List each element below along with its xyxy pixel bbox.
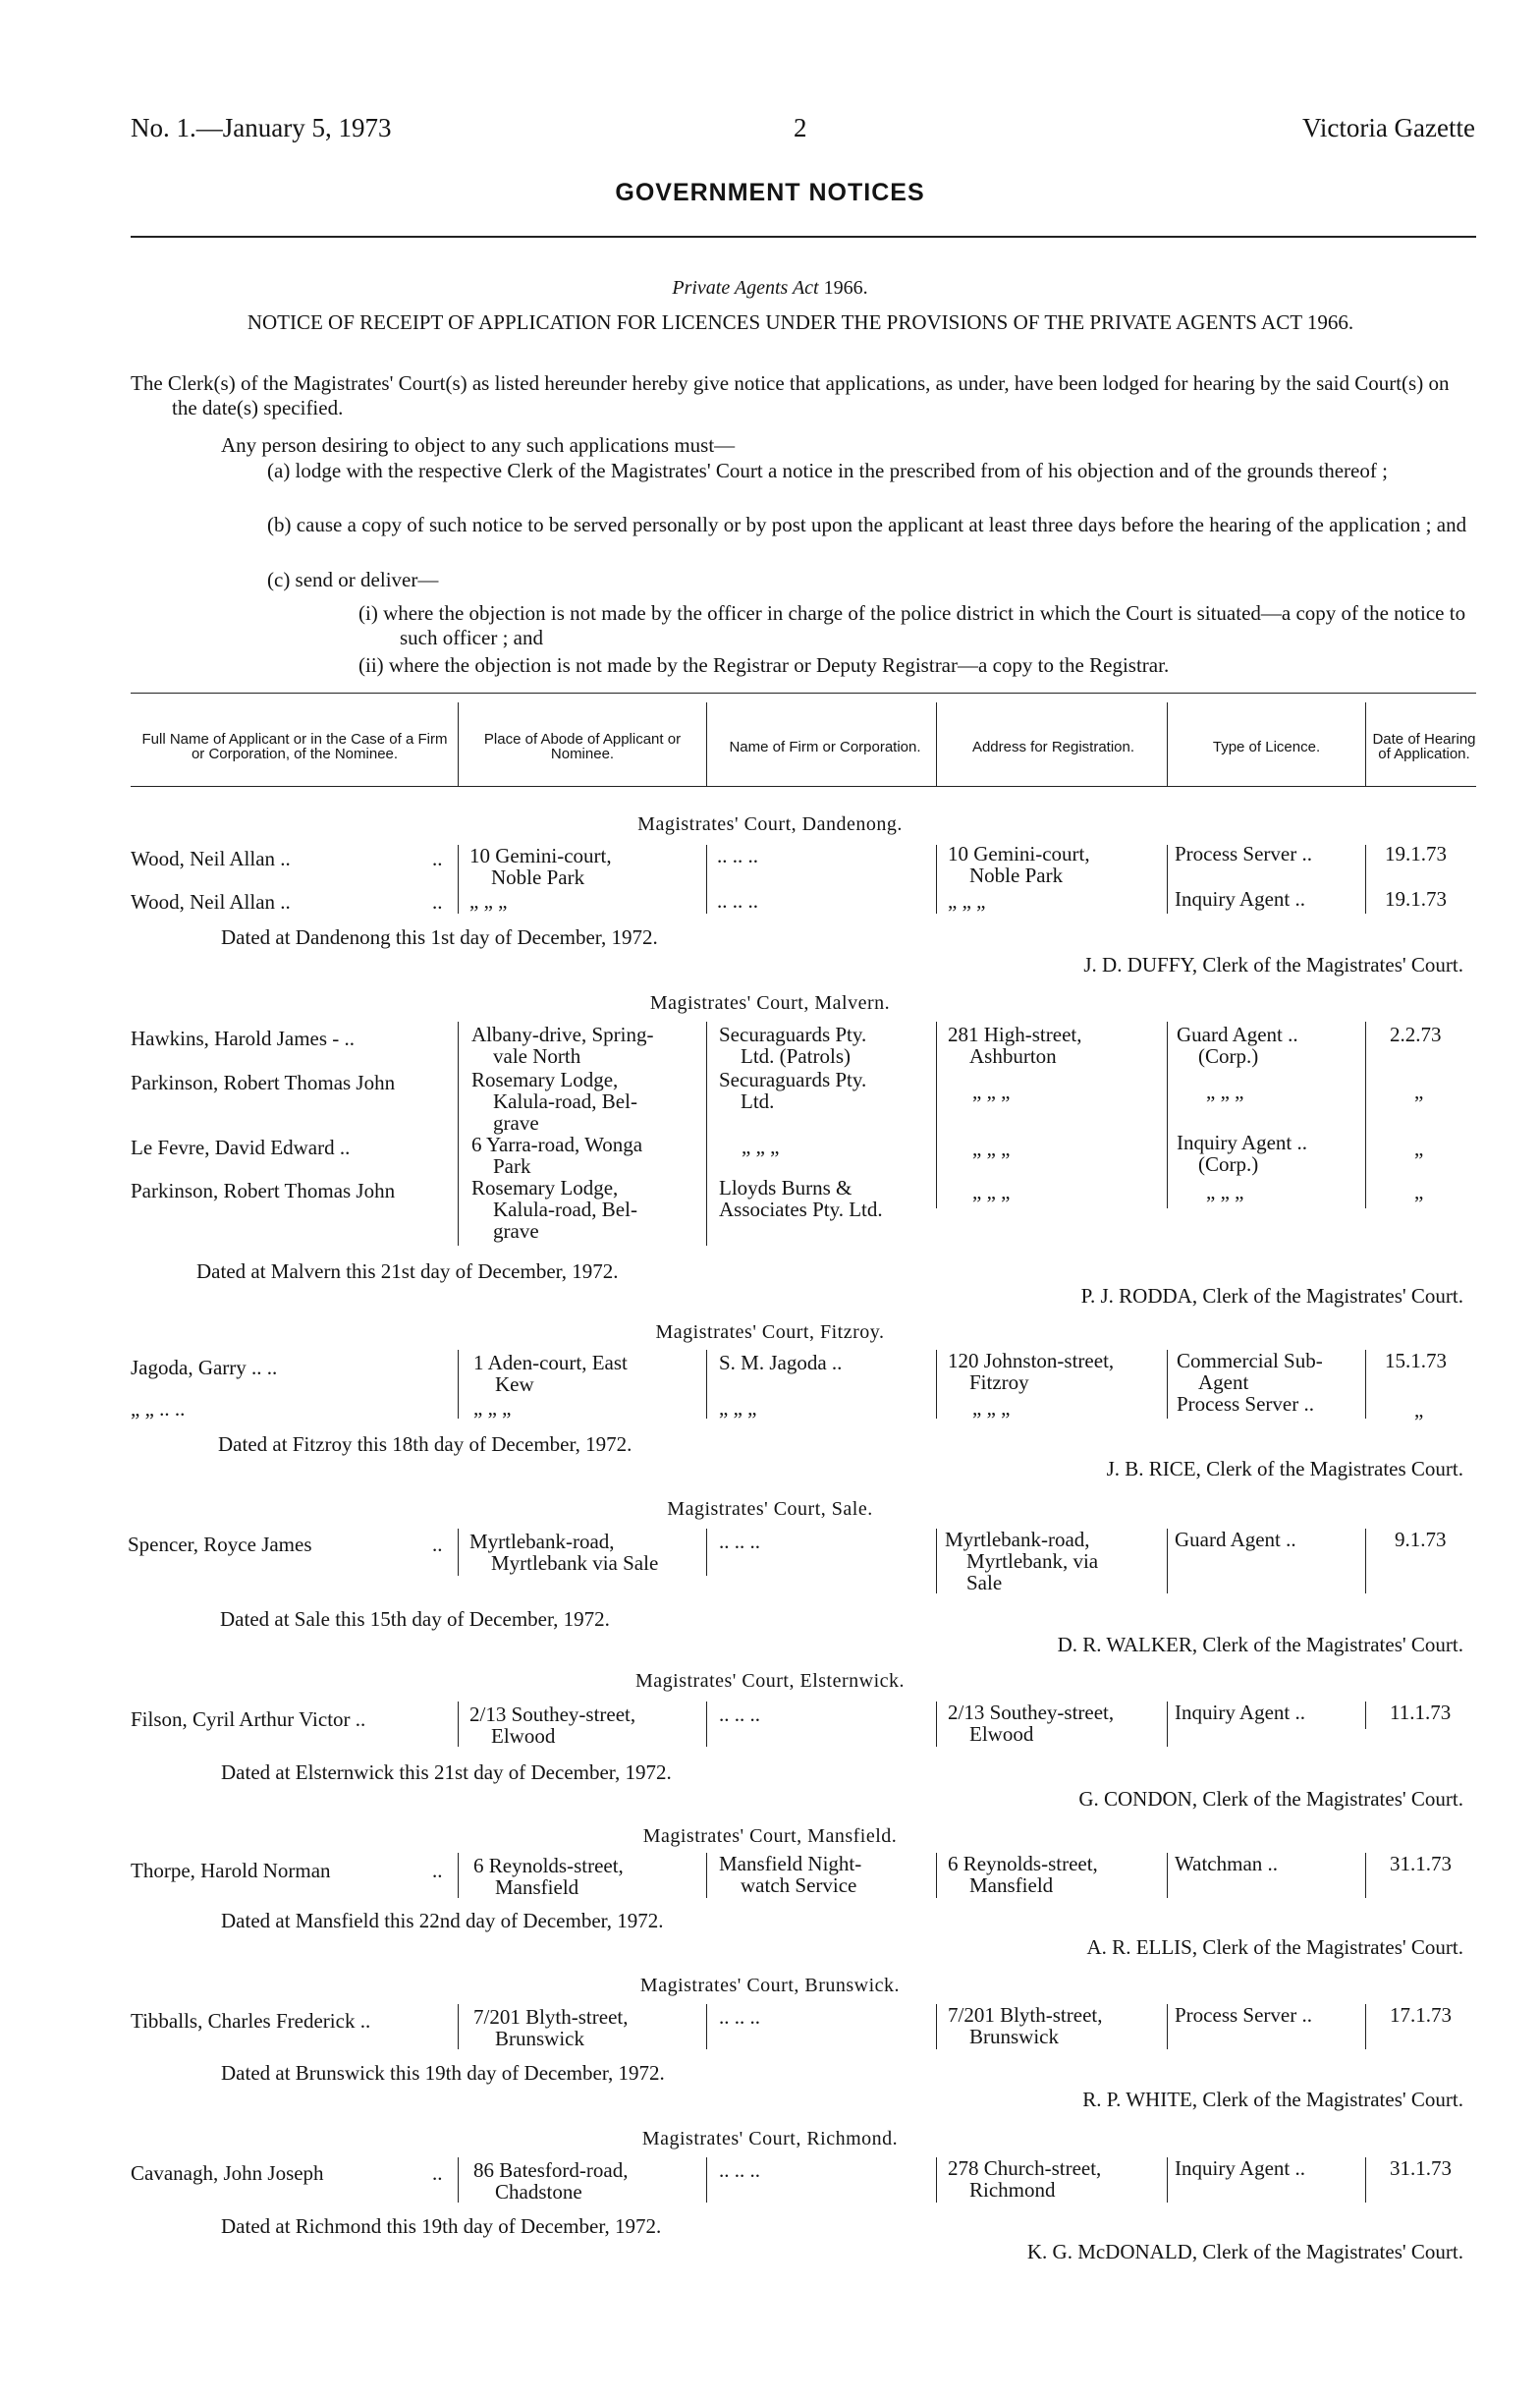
table-top-rule xyxy=(131,693,1476,694)
column-divider xyxy=(706,1529,707,1576)
column-divider xyxy=(706,1022,707,1246)
column-divider xyxy=(1167,1022,1168,1208)
column-divider xyxy=(936,1853,937,1898)
applicant-abode xyxy=(473,1352,709,1395)
court-heading-mansfield: Magistrates' Court, Mansfield. xyxy=(642,1825,898,1847)
page-number: 2 xyxy=(794,113,807,142)
firm-name xyxy=(719,1853,935,1896)
abode-line: vale North xyxy=(493,1044,581,1068)
address-line: Sale xyxy=(966,1571,1003,1594)
firm-name: .. .. .. xyxy=(717,844,758,867)
clerk-signature: J. D. DUFFY, Clerk of the Magistrates' Court. xyxy=(1083,953,1463,977)
column-divider xyxy=(458,1350,459,1419)
objection-item-b: (b) cause a copy of such notice to be served personally or by post upon the applicant at least three days before the hearing of the application ; and xyxy=(267,513,1467,536)
address-line: Myrtlebank-road, xyxy=(945,1528,1090,1551)
firm-line: Ltd. xyxy=(741,1089,775,1113)
licence-line: Commercial Sub- xyxy=(1177,1349,1323,1372)
registration-address xyxy=(948,1024,1164,1067)
licence-line: Inquiry Agent .. xyxy=(1177,1131,1307,1154)
firm-name: .. .. .. xyxy=(719,1702,760,1726)
applicant-name: Parkinson, Robert Thomas John xyxy=(131,1179,396,1202)
leader-dots: .. xyxy=(432,847,443,870)
act-reference xyxy=(0,277,1540,300)
clerk-signature: D. R. WALKER, Clerk of the Magistrates' Court. xyxy=(1057,1633,1463,1656)
firm-name: .. .. .. xyxy=(719,1530,760,1553)
abode-line: Park xyxy=(493,1154,531,1178)
dated-line: Dated at Mansfield this 22nd day of December, 1972. xyxy=(221,1909,664,1932)
column-divider xyxy=(1365,1350,1366,1419)
column-divider xyxy=(706,2157,707,2203)
licence-line: Agent xyxy=(1198,1370,1249,1394)
applicant-abode xyxy=(473,2159,709,2203)
leader-dots: .. xyxy=(432,1859,443,1882)
licence-type: Watchman .. xyxy=(1175,1852,1279,1875)
hearing-date: „ xyxy=(1414,1137,1424,1160)
address-line: Noble Park xyxy=(969,864,1064,887)
clerk-signature: J. B. RICE, Clerk of the Magistrates Court. xyxy=(1106,1457,1463,1480)
hearing-date: 17.1.73 xyxy=(1390,2003,1452,2027)
column-divider xyxy=(936,845,937,914)
abode-line: 1 Aden-court, East xyxy=(473,1351,628,1374)
leader-dots: .. xyxy=(432,1533,443,1556)
firm-name xyxy=(719,1177,935,1220)
applicant-name: Spencer, Royce James xyxy=(128,1533,312,1556)
column-header-hearing: Date of Hearing of Application. xyxy=(1372,731,1476,762)
licence-type: Inquiry Agent .. xyxy=(1175,1701,1305,1724)
licence-type xyxy=(1177,1024,1363,1067)
firm-name: S. M. Jagoda .. xyxy=(719,1351,843,1374)
applicant-abode xyxy=(473,2006,709,2049)
column-divider xyxy=(1167,1529,1168,1593)
objection-item-a: (a) lodge with the respective Clerk of the Magistrates' Court a notice in the prescribed from of his objection and of the grounds thereof ; xyxy=(267,459,1388,482)
applicant-abode xyxy=(473,1855,709,1898)
abode-line: 2/13 Southey-street, xyxy=(469,1702,636,1726)
firm-name xyxy=(719,1069,935,1112)
abode-line: Mansfield xyxy=(495,1875,579,1899)
applicant-abode xyxy=(471,1134,707,1177)
address-line: Ashburton xyxy=(969,1044,1057,1068)
firm-line: watch Service xyxy=(741,1873,857,1897)
firm-line: Associates Pty. Ltd. xyxy=(719,1198,883,1221)
hearing-date: 19.1.73 xyxy=(1385,887,1447,911)
court-heading-malvern: Magistrates' Court, Malvern. xyxy=(649,992,891,1014)
applicant-abode xyxy=(471,1024,707,1067)
licence-type: Process Server .. xyxy=(1175,2003,1312,2027)
abode-line: Rosemary Lodge, xyxy=(471,1068,619,1091)
registration-address xyxy=(948,1853,1164,1896)
licence-line: Guard Agent .. xyxy=(1177,1023,1298,1046)
licence-type: Process Server .. xyxy=(1177,1392,1314,1416)
column-divider xyxy=(1365,1853,1366,1898)
dated-line: Dated at Elsternwick this 21st day of December, 1972. xyxy=(221,1760,672,1784)
applicant-abode xyxy=(471,1069,707,1134)
applicant-abode xyxy=(469,1703,705,1747)
firm-line: Securaguards Pty. xyxy=(719,1023,867,1046)
column-divider xyxy=(1365,2004,1366,2049)
column-divider xyxy=(1365,2157,1366,2203)
objection-item-c-i: (i) where the objection is not made by the officer in charge of the police district in which the Court is situated—a copy of the notice to such officer ; and xyxy=(358,601,1466,649)
column-divider xyxy=(1167,1350,1168,1419)
column-divider xyxy=(458,1853,459,1898)
publication-title: Victoria Gazette xyxy=(1301,113,1475,142)
registration-address xyxy=(948,2004,1164,2047)
act-year: 1966. xyxy=(823,277,868,299)
firm-name: „ „ „ xyxy=(719,1396,757,1420)
objection-intro: Any person desiring to object to any such applications must— xyxy=(221,433,736,457)
address-line: Elwood xyxy=(969,1722,1034,1746)
applicant-name: Thorpe, Harold Norman xyxy=(131,1859,331,1882)
abode-line: Albany-drive, Spring- xyxy=(471,1023,654,1046)
licence-type xyxy=(1177,1350,1363,1393)
column-divider xyxy=(458,702,459,786)
applicant-name: Le Fevre, David Edward .. xyxy=(131,1136,351,1159)
abode-line: Brunswick xyxy=(495,2027,584,2050)
objection-item-c-ii: (ii) where the objection is not made by the Registrar or Deputy Registrar—a copy to the Registrar. xyxy=(358,653,1170,677)
registration-address xyxy=(948,1350,1164,1393)
hearing-date: „ xyxy=(1414,1080,1424,1103)
clerk-signature: P. J. RODDA, Clerk of the Magistrates' Court. xyxy=(1080,1284,1463,1308)
clerk-signature: R. P. WHITE, Clerk of the Magistrates' Court. xyxy=(1082,2088,1463,2111)
clerk-signature: G. CONDON, Clerk of the Magistrates' Court. xyxy=(1078,1787,1463,1811)
address-line: 2/13 Southey-street, xyxy=(948,1701,1115,1724)
firm-line: Mansfield Night- xyxy=(719,1852,862,1875)
column-divider xyxy=(458,1702,459,1747)
abode-line: Kalula-road, Bel- xyxy=(493,1198,637,1221)
applicant-abode xyxy=(469,845,705,888)
hearing-date: 31.1.73 xyxy=(1390,2156,1452,2180)
dated-line: Dated at Richmond this 19th day of December, 1972. xyxy=(221,2214,662,2238)
registration-address: „ „ „ xyxy=(948,889,986,913)
abode-line: Noble Park xyxy=(491,865,585,889)
court-heading-sale: Magistrates' Court, Sale. xyxy=(667,1498,873,1520)
leader-dots: .. xyxy=(432,2161,443,2185)
licence-type: Inquiry Agent .. xyxy=(1175,887,1305,911)
licence-type: „ „ „ xyxy=(1206,1180,1244,1203)
abode-line: Elwood xyxy=(491,1724,556,1748)
address-line: 278 Church-street, xyxy=(948,2156,1102,2180)
column-divider xyxy=(706,1350,707,1419)
firm-name: .. .. .. xyxy=(719,2158,760,2182)
hearing-date: 15.1.73 xyxy=(1385,1349,1447,1372)
column-divider xyxy=(1167,1702,1168,1747)
firm-line: Ltd. (Patrols) xyxy=(741,1044,851,1068)
abode-line: Kalula-road, Bel- xyxy=(493,1089,637,1113)
column-divider xyxy=(706,1853,707,1898)
column-divider xyxy=(458,1529,459,1576)
licence-type: Inquiry Agent .. xyxy=(1175,2156,1305,2180)
court-heading-richmond: Magistrates' Court, Richmond. xyxy=(641,2128,899,2149)
hearing-date: 11.1.73 xyxy=(1390,1701,1452,1724)
column-divider xyxy=(706,845,707,914)
applicant-abode xyxy=(469,1531,710,1574)
column-divider xyxy=(936,2004,937,2049)
applicant-name: Filson, Cyril Arthur Victor .. xyxy=(131,1707,366,1731)
column-divider xyxy=(1365,1702,1366,1729)
firm-name: .. .. .. xyxy=(717,889,758,913)
licence-type: „ „ „ xyxy=(1206,1080,1244,1103)
dated-line: Dated at Dandenong this 1st day of December, 1972. xyxy=(221,925,658,949)
court-heading-elsternwick: Magistrates' Court, Elsternwick. xyxy=(635,1670,905,1692)
clerk-signature: A. R. ELLIS, Clerk of the Magistrates' Court. xyxy=(1086,1935,1463,1959)
leader-dots: .. xyxy=(432,890,443,914)
applicant-name: Parkinson, Robert Thomas John xyxy=(131,1071,396,1094)
column-divider xyxy=(936,1702,937,1747)
column-divider xyxy=(1167,2004,1168,2049)
address-line: Mansfield xyxy=(969,1873,1054,1897)
hearing-date: 2.2.73 xyxy=(1390,1023,1442,1046)
column-divider xyxy=(1167,1853,1168,1898)
registration-address: „ „ „ xyxy=(972,1080,1011,1103)
abode-line: grave xyxy=(493,1111,539,1135)
header-rule xyxy=(131,236,1476,238)
objection-item-c: (c) send or deliver— xyxy=(267,568,439,591)
address-line: Richmond xyxy=(969,2178,1056,2202)
column-header-licence: Type of Licence. xyxy=(1212,738,1321,755)
dated-line: Dated at Malvern this 21st day of December, 1972. xyxy=(196,1259,619,1283)
registration-address: „ „ „ xyxy=(972,1137,1011,1160)
address-line: 120 Johnston-street, xyxy=(948,1349,1115,1372)
address-line: 281 High-street, xyxy=(948,1023,1082,1046)
column-divider xyxy=(458,845,459,914)
abode-line: 6 Reynolds-street, xyxy=(473,1854,624,1877)
column-divider xyxy=(936,1350,937,1419)
notice-intro: The Clerk(s) of the Magistrates' Court(s) as listed hereunder hereby give notice that applications, as under, have been lodged for hearing by the said Court(s) on the date(s) specified. xyxy=(131,371,1450,419)
hearing-date: 31.1.73 xyxy=(1390,1852,1452,1875)
applicant-name: Jagoda, Garry .. .. xyxy=(131,1356,278,1379)
abode-line: Kew xyxy=(495,1372,534,1396)
column-divider xyxy=(458,2004,459,2049)
licence-type: Guard Agent .. xyxy=(1175,1528,1296,1551)
applicant-name: Wood, Neil Allan .. xyxy=(131,890,291,914)
column-divider xyxy=(1365,702,1366,786)
licence-line: (Corp.) xyxy=(1198,1152,1259,1176)
table-header-rule xyxy=(131,786,1476,787)
address-line: 10 Gemini-court, xyxy=(948,842,1090,865)
column-divider xyxy=(936,702,937,786)
dated-line: Dated at Sale this 15th day of December, 1972. xyxy=(220,1607,610,1631)
licence-line: (Corp.) xyxy=(1198,1044,1259,1068)
dated-line: Dated at Brunswick this 19th day of December, 1972. xyxy=(221,2061,665,2085)
abode-line: Myrtlebank via Sale xyxy=(491,1551,659,1575)
licence-type: Process Server .. xyxy=(1175,842,1312,865)
abode-line: grave xyxy=(493,1219,539,1243)
section-title: GOVERNMENT NOTICES xyxy=(615,179,925,206)
applicant-name: Hawkins, Harold James - .. xyxy=(131,1027,356,1050)
column-divider xyxy=(1365,1529,1366,1593)
abode-line: 10 Gemini-court, xyxy=(469,844,612,867)
registration-address xyxy=(948,2157,1164,2201)
firm-name: „ „ „ xyxy=(742,1135,780,1158)
firm-name xyxy=(719,1024,935,1067)
abode-line: 7/201 Blyth-street, xyxy=(473,2005,629,2029)
address-line: Myrtlebank, via xyxy=(966,1549,1099,1573)
column-divider xyxy=(1167,845,1168,914)
address-line: 6 Reynolds-street, xyxy=(948,1852,1098,1875)
applicant-name: Tibballs, Charles Frederick .. xyxy=(131,2009,371,2033)
column-divider xyxy=(706,2004,707,2049)
registration-address xyxy=(945,1529,1166,1593)
address-line: Fitzroy xyxy=(969,1370,1029,1394)
dated-line: Dated at Fitzroy this 18th day of December, 1972. xyxy=(218,1432,632,1456)
firm-name: .. .. .. xyxy=(719,2005,760,2029)
abode-line: Myrtlebank-road, xyxy=(469,1530,615,1553)
column-divider xyxy=(1167,702,1168,786)
court-heading-brunswick: Magistrates' Court, Brunswick. xyxy=(639,1975,901,1996)
applicant-abode xyxy=(471,1177,707,1242)
abode-line: Rosemary Lodge, xyxy=(471,1176,619,1200)
registration-address: „ „ „ xyxy=(972,1396,1011,1420)
applicant-name: Wood, Neil Allan .. xyxy=(131,847,291,870)
court-heading-fitzroy: Magistrates' Court, Fitzroy. xyxy=(655,1321,885,1343)
address-line: Brunswick xyxy=(969,2025,1059,2048)
hearing-date: „ xyxy=(1414,1180,1424,1203)
column-divider xyxy=(936,1022,937,1208)
hearing-date: „ xyxy=(1414,1398,1424,1422)
registration-address xyxy=(948,1702,1164,1745)
column-header-address: Address for Registration. xyxy=(971,738,1135,755)
abode-line: 6 Yarra-road, Wonga xyxy=(471,1133,643,1156)
address-line: 7/201 Blyth-street, xyxy=(948,2003,1103,2027)
column-divider xyxy=(706,702,707,786)
hearing-date: 9.1.73 xyxy=(1395,1528,1447,1551)
act-name: Private Agents Act xyxy=(672,277,819,299)
issue-date: No. 1.—January 5, 1973 xyxy=(131,113,392,142)
firm-line: Lloyds Burns & xyxy=(719,1176,852,1200)
column-divider xyxy=(936,2157,937,2203)
clerk-signature: K. G. McDONALD, Clerk of the Magistrates' Court. xyxy=(1026,2240,1463,2263)
applicant-abode: „ „ „ xyxy=(473,1396,512,1420)
applicant-name: „ „ .. .. xyxy=(131,1397,186,1421)
registration-address: „ „ „ xyxy=(972,1180,1011,1203)
column-divider xyxy=(1167,2157,1168,2203)
abode-line: Chadstone xyxy=(495,2180,582,2204)
licence-type xyxy=(1177,1132,1363,1175)
column-divider xyxy=(936,1529,937,1593)
applicant-name: Cavanagh, John Joseph xyxy=(131,2161,324,2185)
column-header-firm: Name of Firm or Corporation. xyxy=(729,738,921,755)
column-header-abode: Place of Abode of Applicant or Nominee. xyxy=(483,731,682,762)
column-divider xyxy=(458,1022,459,1246)
column-divider xyxy=(1365,845,1366,914)
column-divider xyxy=(1365,1022,1366,1208)
column-divider xyxy=(706,1702,707,1747)
court-heading-dandenong: Magistrates' Court, Dandenong. xyxy=(637,813,903,835)
notice-title: NOTICE OF RECEIPT OF APPLICATION FOR LICENCES UNDER THE PROVISIONS OF THE PRIVATE AGENTS ACT 1966. xyxy=(247,310,1354,334)
hearing-date: 19.1.73 xyxy=(1385,842,1447,865)
column-header-name: Full Name of Applicant or in the Case of a Firm or Corporation, of the Nominee. xyxy=(141,731,448,762)
firm-line: Securaguards Pty. xyxy=(719,1068,867,1091)
column-divider xyxy=(458,2157,459,2203)
registration-address xyxy=(948,843,1164,886)
abode-line: 86 Batesford-road, xyxy=(473,2158,629,2182)
applicant-abode: „ „ „ xyxy=(469,889,508,913)
